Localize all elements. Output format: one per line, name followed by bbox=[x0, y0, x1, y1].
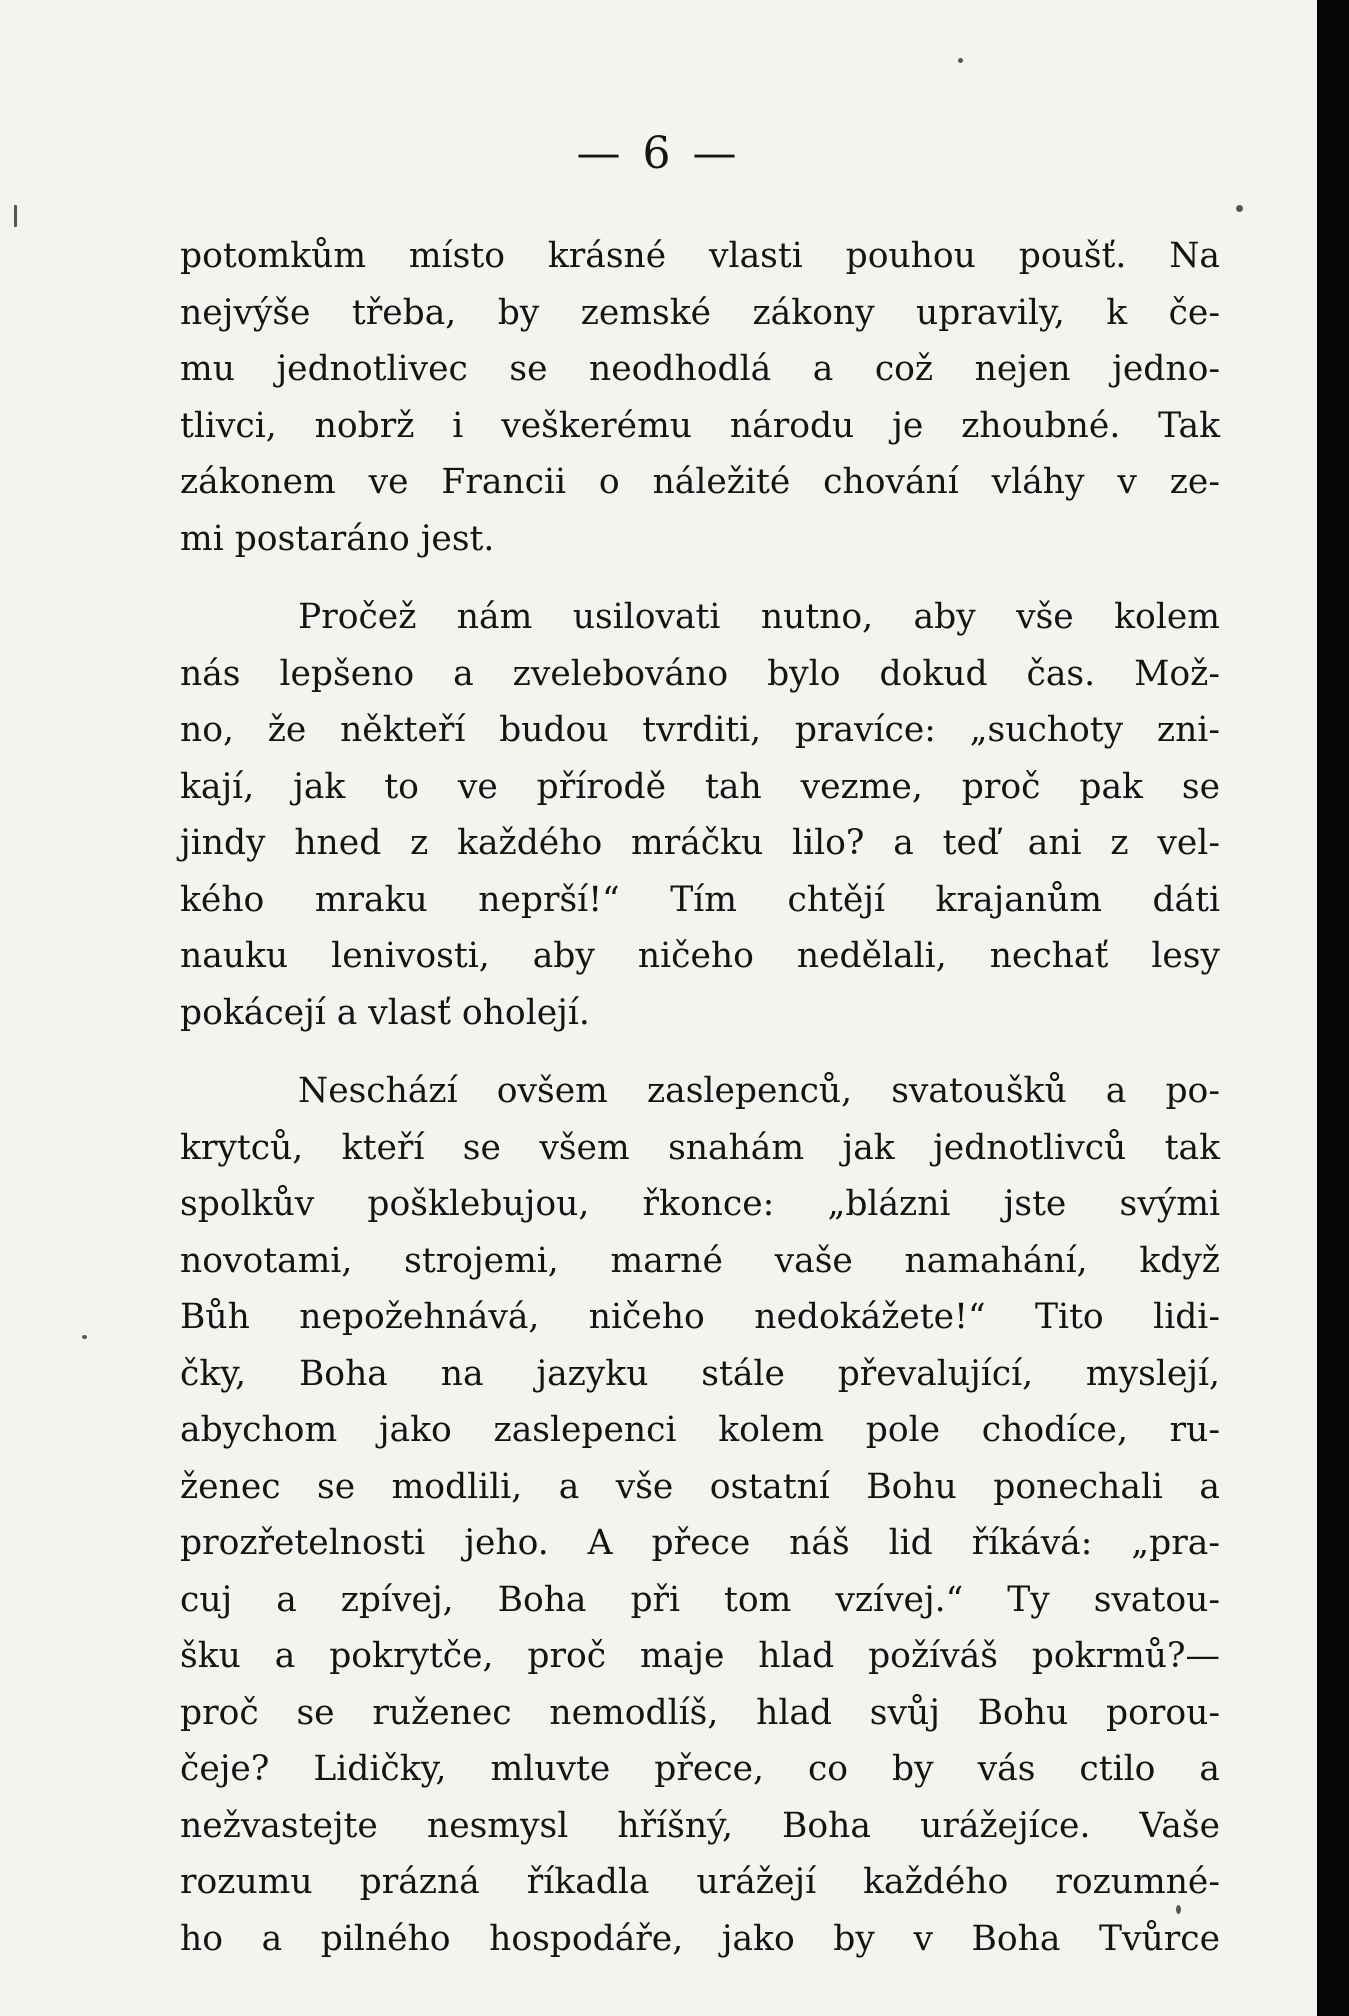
text-line: čeje? Lidičky, mluvte přece, co by vás ctilo a bbox=[180, 1749, 1220, 1789]
text-line: mi postaráno jest. bbox=[180, 518, 495, 559]
body-text bbox=[180, 228, 1220, 1967]
text-line: ženec se modlili, a vše ostatní Bohu ponechali a bbox=[180, 1466, 1220, 1507]
text-line: cuj a zpívej, Boha při tom vzívej.“ Ty svatou- bbox=[180, 1579, 1220, 1620]
text-line: spolkův pošklebujou, řkonce: „blázni jste svými bbox=[180, 1184, 1220, 1224]
scan-speck bbox=[1236, 205, 1243, 212]
text-line: nás lepšeno a zvelebováno bylo dokud čas. Mož- bbox=[180, 653, 1220, 694]
text-line: abychom jako zaslepenci kolem pole chodíce, ru- bbox=[180, 1410, 1220, 1450]
text-line: Neschází ovšem zaslepenců, svatoušků a po- bbox=[298, 1071, 1220, 1111]
scan-speck bbox=[958, 58, 963, 63]
text-line: ho a pilného hospodáře, jako by v Boha Tvůrce bbox=[180, 1918, 1220, 1959]
paragraph-gap bbox=[180, 1041, 1220, 1063]
paragraph-1 bbox=[180, 228, 1220, 567]
scan-speck bbox=[14, 205, 17, 227]
paragraph-gap bbox=[180, 567, 1220, 589]
text-line: novotami, strojemi, marné vaše namahání, když bbox=[180, 1240, 1220, 1281]
text-line: krytců, kteří se všem snahám jak jednotlivců tak bbox=[180, 1127, 1220, 1168]
text-line: nežvastejte nesmysl hříšný, Boha urážejíce. Vaše bbox=[180, 1805, 1220, 1846]
scan-speck bbox=[82, 1335, 87, 1339]
text-line: Pročež nám usilovati nutno, aby vše kolem bbox=[298, 597, 1220, 637]
text-line: proč se ruženec nemodlíš, hlad svůj Bohu porou- bbox=[180, 1692, 1220, 1733]
text-line: čky, Boha na jazyku stále převalující, myslejí, bbox=[180, 1353, 1220, 1394]
text-line: Bůh nepožehnává, ničeho nedokážete!“ Tito lidi- bbox=[180, 1297, 1220, 1337]
paragraph-2 bbox=[180, 589, 1220, 1041]
text-line: jindy hned z každého mráčku lilo? a teď ani z vel- bbox=[180, 823, 1220, 863]
text-line: no, že někteří budou tvrditi, pravíce: „suchoty zni- bbox=[180, 710, 1220, 750]
text-line: kají, jak to ve přírodě tah vezme, proč pak se bbox=[180, 766, 1220, 807]
text-line: kého mraku neprší!“ Tím chtějí krajanům dáti bbox=[180, 879, 1220, 920]
text-line: potomkům místo krásné vlasti pouhou poušť. Na bbox=[180, 236, 1220, 276]
text-line: mu jednotlivec se neodhodlá a což nejen jedno- bbox=[180, 349, 1220, 389]
scan-speck bbox=[1176, 1905, 1181, 1914]
paragraph-3 bbox=[180, 1063, 1220, 1967]
page-number: — 6 — bbox=[576, 128, 741, 179]
text-line: pokácejí a vlasť oholejí. bbox=[180, 992, 590, 1033]
text-line: tlivci, nobrž i veškerému národu je zhoubné. Tak bbox=[180, 405, 1220, 446]
text-line: šku a pokrytče, proč maje hlad požíváš pokrmů?— bbox=[180, 1636, 1220, 1676]
text-line: nauku lenivosti, aby ničeho nedělali, nechať lesy bbox=[180, 936, 1220, 976]
text-line: rozumu prázná říkadla urážejí každého rozumné- bbox=[180, 1862, 1220, 1902]
scan-border bbox=[1317, 0, 1349, 2016]
text-line: nejvýše třeba, by zemské zákony upravily, k če- bbox=[180, 292, 1220, 333]
text-line: prozřetelnosti jeho. A přece náš lid říkává: „pra- bbox=[180, 1523, 1220, 1563]
text-line: zákonem ve Francii o náležité chování vláhy v ze- bbox=[180, 462, 1220, 502]
